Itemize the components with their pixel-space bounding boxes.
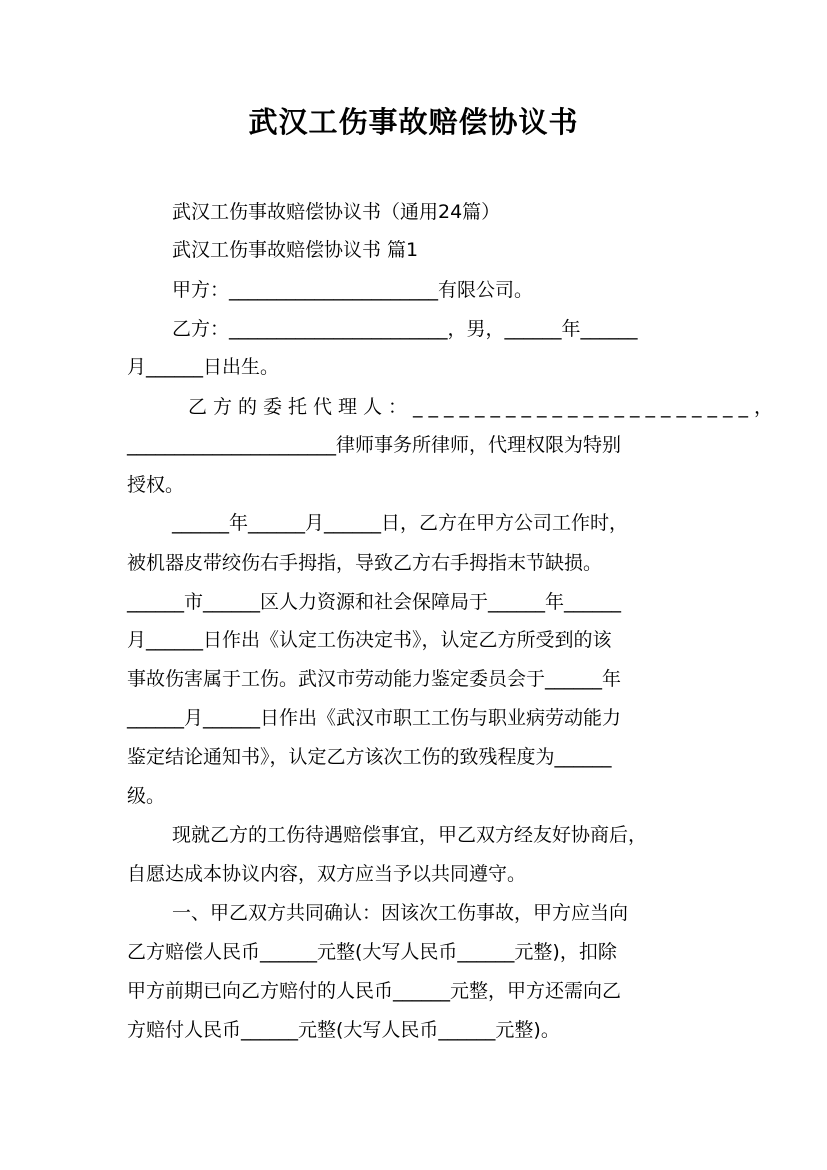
paragraph-line: 方赔付人民币______元整(大写人民币______元整)。 <box>127 1019 560 1041</box>
paragraph-line: 乙方赔偿人民币______元整(大写人民币______元整)，扣除 <box>127 941 617 963</box>
party-b-line: 乙方：_______________________，男，______年______ <box>172 318 638 340</box>
paragraph-line: 月______日出生。 <box>127 356 280 378</box>
paragraph-line: 甲方前期已向乙方赔付的人民币______元整，甲方还需向乙 <box>127 980 622 1002</box>
paragraph-line: ______市______区人力资源和社会保障局于______年______ <box>127 591 622 613</box>
paragraph-line: 自愿达成本协议内容，双方应当予以共同遵守。 <box>127 863 527 885</box>
paragraph-line: ______年______月______日，乙方在甲方公司工作时， <box>172 512 629 534</box>
clause-1-line: 一、甲乙双方共同确认：因该次工伤事故，甲方应当向 <box>172 902 629 924</box>
subtitle-line: 武汉工伤事故赔偿协议书（通用24篇） <box>172 201 501 223</box>
paragraph-line: 授权。 <box>127 474 185 496</box>
document-title: 武汉工伤事故赔偿协议书 <box>248 105 579 139</box>
paragraph-line: 鉴定结论通知书》，认定乙方该次工伤的致残程度为______ <box>127 746 612 768</box>
agent-line: 乙方的委托代理人：______________________， <box>188 396 780 418</box>
paragraph-line: ______________________律师事务所律师，代理权限为特别 <box>127 434 622 456</box>
paragraph-line: ______月______日作出《武汉市职工工伤与职业病劳动能力 <box>127 707 622 729</box>
paragraph-line: 事故伤害属于工伤。武汉市劳动能力鉴定委员会于______年 <box>127 668 622 690</box>
party-a-line: 甲方：______________________有限公司。 <box>172 279 534 301</box>
paragraph-line: 现就乙方的工伤待遇赔偿事宜，甲乙双方经友好协商后， <box>172 824 648 846</box>
paragraph-line: 级。 <box>127 785 166 807</box>
paragraph-line: 月______日作出《认定工伤决定书》，认定乙方所受到的该 <box>127 629 612 651</box>
section-heading: 武汉工伤事故赔偿协议书 篇1 <box>172 239 419 261</box>
paragraph-line: 被机器皮带绞伤右手拇指，导致乙方右手拇指末节缺损。 <box>127 552 603 574</box>
